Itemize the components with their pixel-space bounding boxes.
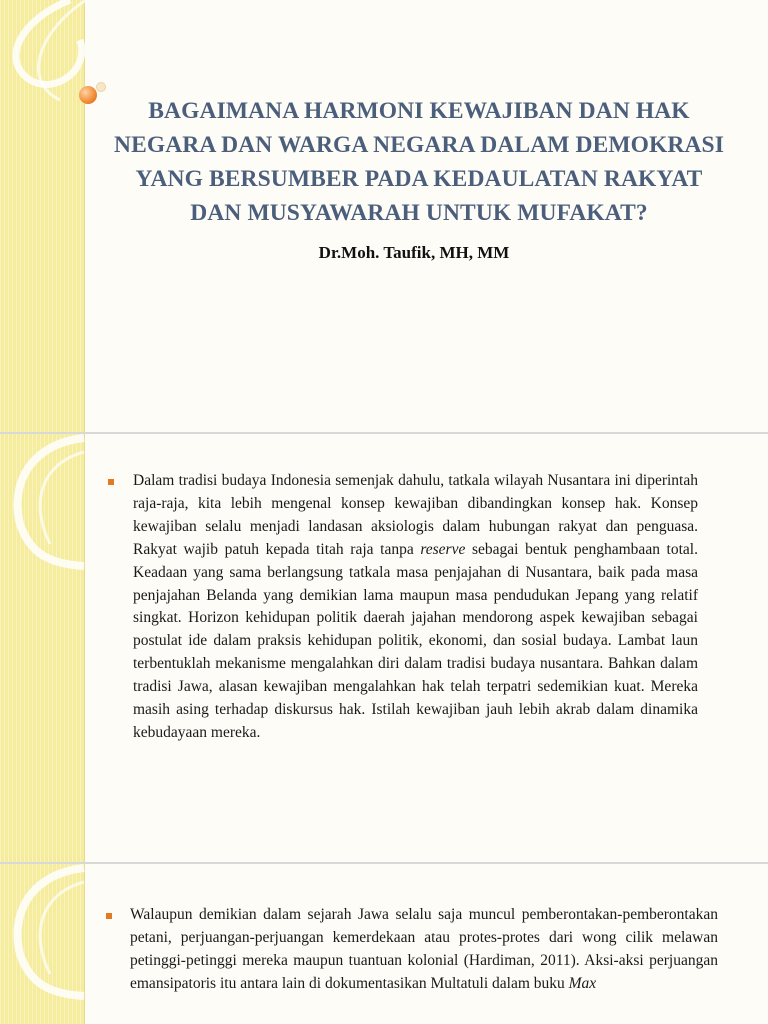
list-item [106, 904, 718, 996]
paragraph-text: Dalam tradisi budaya Indonesia semenjak dahulu, tatkala wilayah Nusantara ini diperintah raja-raja, kita lebih mengenal konsep kewajiban dibandingkan konsep hak. Konsep kewajiban selalu menjadi landasan aksiologis dalam hubungan rakyat dan penguasa. Rakyat wajib patuh kepada titah raja tanpa [133, 472, 698, 558]
body-paragraph [133, 470, 698, 745]
title-line: YANG BERSUMBER PADA KEDAULATAN RAKYAT [135, 166, 703, 192]
bullet-square-icon [108, 479, 114, 485]
author-name: Dr.Moh. Taufik, MH, MM [318, 243, 510, 262]
title-line: BAGAIMANA HARMONI KEWAJIBAN DAN HAK [148, 98, 690, 124]
slide-title [70, 94, 768, 230]
italic-term: Max [568, 974, 597, 992]
light-dot-ornament [96, 82, 106, 92]
paragraph-text: Walaupun demikian dalam sejarah Jawa selalu saja muncul pemberontakan-pemberontakan petani, perjuangan-perjuangan kemerdekaan atau protes-protes dari wong cilik melawan petinggi-petinggi mereka maupun tuantuan kolonial (Hardiman, 2011). Aksi-aksi perjuangan emansipatoris itu antara lain di dokumentasikan Multatuli dalam buku [130, 906, 718, 992]
content-slide-3 [0, 864, 768, 1024]
title-line: NEGARA DAN WARGA NEGARA DALAM DEMOKRASI [114, 132, 724, 158]
bullet-square-icon [106, 913, 112, 919]
body-paragraph [130, 904, 718, 996]
title-slide [0, 0, 768, 432]
italic-term: reserve [420, 540, 466, 558]
list-item [108, 470, 698, 745]
content-slide-2 [0, 434, 768, 862]
paragraph-text: sebagai bentuk penghambaan total. Keadaan yang sama berlangsung tatkala masa penjajahan di Nusantara, baik pada masa penjajahan Belanda yang demikian lama maupun masa pendudukan Jepang yang relatif singkat. Horizon kehidupan politik daerah jajahan mendorong aspek kewajiban sebagai postulat ide dalam praksis kehidupan politik, ekonomi, dan sosial budaya. Lambat laun terbentuklah mekanisme mengalahkan diri dalam tradisi budaya nusantara. Bahkan dalam tradisi Jawa, alasan kewajiban mengalahkan hak telah terpatri sedemikian kuat. Mereka masih asing terhadap diskursus hak. Istilah kewajiban jauh lebih akrab dalam dinamika kebudayaan mereka. [133, 540, 698, 741]
title-line: DAN MUSYAWARAH UNTUK MUFAKAT? [190, 200, 648, 226]
